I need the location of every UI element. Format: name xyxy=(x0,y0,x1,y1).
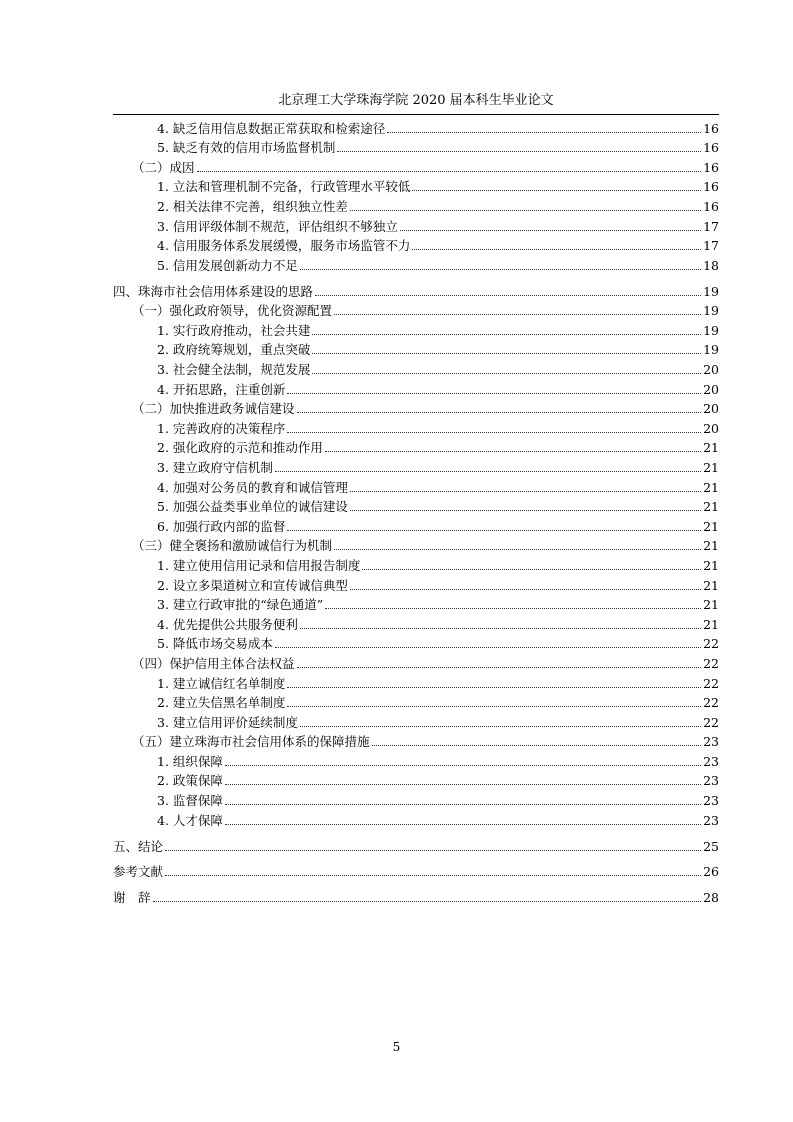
toc-entry-page: 22 xyxy=(703,675,719,691)
dot-leader xyxy=(297,666,702,668)
table-of-contents xyxy=(113,116,719,905)
toc-entry-page: 23 xyxy=(703,753,719,769)
toc-entry-page: 28 xyxy=(703,890,719,906)
toc-entry-page: 21 xyxy=(703,538,719,554)
dot-leader xyxy=(350,490,701,492)
toc-entry[interactable] xyxy=(113,436,719,456)
dot-leader xyxy=(412,189,701,191)
toc-entry-page: 20 xyxy=(703,362,719,378)
toc-entry[interactable] xyxy=(113,534,719,554)
toc-entry-title: 4. 开拓思路，注重创新 xyxy=(157,381,286,397)
dot-leader xyxy=(225,823,701,825)
toc-entry-title: 3. 信用评级体制不规范，评估组织不够独立 xyxy=(157,218,398,234)
toc-entry[interactable] xyxy=(113,834,719,854)
toc-entry-page: 16 xyxy=(703,159,719,175)
toc-entry-title: （三）健全褒扬和激励诚信行为机制 xyxy=(132,538,333,554)
toc-entry[interactable] xyxy=(113,651,719,671)
toc-entry-page: 19 xyxy=(703,283,719,299)
dot-leader xyxy=(300,725,701,727)
toc-entry[interactable] xyxy=(113,299,719,319)
toc-entry-page: 22 xyxy=(703,636,719,652)
toc-entry-title: 5. 降低市场交易成本 xyxy=(157,636,273,652)
toc-entry[interactable] xyxy=(113,253,719,273)
toc-entry-title: 3. 建立政府守信机制 xyxy=(157,459,273,475)
dot-leader xyxy=(350,509,701,511)
toc-entry-title: 2. 相关法律不完善，组织独立性差 xyxy=(157,198,348,214)
toc-entry[interactable] xyxy=(113,377,719,397)
toc-entry-page: 16 xyxy=(703,140,719,156)
dot-leader xyxy=(387,131,701,133)
toc-entry-title: 3. 社会健全法制，规范发展 xyxy=(157,362,311,378)
toc-entry-page: 17 xyxy=(703,218,719,234)
toc-entry[interactable] xyxy=(113,788,719,808)
page-number: 5 xyxy=(392,1040,401,1054)
toc-entry[interactable] xyxy=(113,730,719,750)
toc-entry-page: 26 xyxy=(703,864,719,880)
toc-entry-title: 4. 缺乏信用信息数据正常获取和检索途径 xyxy=(157,120,386,136)
toc-entry[interactable] xyxy=(113,632,719,652)
dot-leader xyxy=(350,209,701,211)
toc-entry-title: 2. 设立多渠道树立和宣传诚信典型 xyxy=(157,577,348,593)
dot-leader xyxy=(312,333,701,335)
toc-entry-page: 21 xyxy=(703,577,719,593)
dot-leader xyxy=(372,744,702,746)
toc-entry[interactable] xyxy=(113,279,719,299)
toc-entry-title: 四、珠海市社会信用体系建设的思路 xyxy=(113,283,314,299)
toc-entry[interactable] xyxy=(113,155,719,175)
toc-entry[interactable] xyxy=(113,338,719,358)
toc-entry-page: 19 xyxy=(703,322,719,338)
toc-entry[interactable] xyxy=(113,749,719,769)
toc-entry[interactable] xyxy=(113,691,719,711)
dot-leader xyxy=(334,313,701,315)
dot-leader xyxy=(287,705,701,707)
dot-leader xyxy=(300,268,701,270)
toc-entry-page: 21 xyxy=(703,518,719,534)
toc-entry-page: 16 xyxy=(703,198,719,214)
toc-entry-title: 1. 立法和管理机制不完备，行政管理水平较低 xyxy=(157,179,411,195)
toc-entry-title: 3. 建立信用评价延续制度 xyxy=(157,714,298,730)
toc-entry-page: 23 xyxy=(703,793,719,809)
dot-leader xyxy=(300,627,701,629)
dot-leader xyxy=(225,764,701,766)
toc-entry[interactable] xyxy=(113,495,719,515)
toc-entry[interactable] xyxy=(113,175,719,195)
toc-entry-page: 22 xyxy=(703,655,719,671)
toc-entry[interactable] xyxy=(113,886,719,906)
toc-entry-title: 4. 人才保障 xyxy=(157,812,223,828)
toc-entry-page: 21 xyxy=(703,557,719,573)
dot-leader xyxy=(325,607,701,609)
toc-entry-title: 1. 完善政府的决策程序 xyxy=(157,420,286,436)
toc-entry-title: （五）建立珠海市社会信用体系的保障措施 xyxy=(132,734,370,750)
toc-entry[interactable] xyxy=(113,194,719,214)
toc-entry-page: 16 xyxy=(703,179,719,195)
toc-entry-title: （一）强化政府领导，优化资源配置 xyxy=(132,303,333,319)
toc-entry[interactable] xyxy=(113,514,719,534)
toc-entry[interactable] xyxy=(113,612,719,632)
dot-leader xyxy=(287,529,701,531)
toc-entry-page: 23 xyxy=(703,773,719,789)
toc-entry-title: 2. 政策保障 xyxy=(157,773,223,789)
toc-entry-title: 1. 建立诚信红名单制度 xyxy=(157,675,286,691)
dot-leader xyxy=(412,248,701,250)
toc-entry-page: 23 xyxy=(703,734,719,750)
toc-entry[interactable] xyxy=(113,671,719,691)
dot-leader xyxy=(312,352,701,354)
toc-entry[interactable] xyxy=(113,860,719,880)
toc-entry-page: 16 xyxy=(703,120,719,136)
toc-entry-page: 25 xyxy=(703,838,719,854)
toc-entry-title: 谢 辞 xyxy=(113,890,151,906)
dot-leader xyxy=(153,900,702,902)
toc-entry-title: 1. 组织保障 xyxy=(157,753,223,769)
toc-entry-title: （二）加快推进政务诚信建设 xyxy=(132,401,295,417)
dot-leader xyxy=(337,150,701,152)
toc-entry[interactable] xyxy=(113,769,719,789)
toc-entry-page: 19 xyxy=(703,303,719,319)
dot-leader xyxy=(197,170,702,172)
toc-entry-title: 5. 缺乏有效的信用市场监督机制 xyxy=(157,140,336,156)
dot-leader xyxy=(275,470,701,472)
toc-entry-page: 21 xyxy=(703,459,719,475)
toc-entry-title: 2. 建立失信黑名单制度 xyxy=(157,695,286,711)
toc-entry[interactable] xyxy=(113,553,719,573)
toc-entry-page: 17 xyxy=(703,238,719,254)
toc-entry-title: 3. 建立行政审批的“绿色通道” xyxy=(157,597,324,613)
toc-entry-page: 21 xyxy=(703,440,719,456)
toc-entry-page: 20 xyxy=(703,420,719,436)
dot-leader xyxy=(287,431,701,433)
toc-entry-title: 2. 政府统筹规划，重点突破 xyxy=(157,342,311,358)
toc-entry-page: 20 xyxy=(703,401,719,417)
dot-leader xyxy=(400,229,701,231)
toc-entry-page: 19 xyxy=(703,342,719,358)
dot-leader xyxy=(287,686,701,688)
toc-entry[interactable] xyxy=(113,593,719,613)
toc-entry-title: 5. 信用发展创新动力不足 xyxy=(157,257,298,273)
dot-leader xyxy=(315,294,701,296)
toc-entry-page: 21 xyxy=(703,499,719,515)
toc-entry[interactable] xyxy=(113,397,719,417)
toc-entry-page: 21 xyxy=(703,616,719,632)
toc-entry[interactable] xyxy=(113,318,719,338)
toc-entry[interactable] xyxy=(113,455,719,475)
toc-entry-title: 1. 实行政府推动，社会共建 xyxy=(157,322,311,338)
toc-entry-title: 6. 加强行政内部的监督 xyxy=(157,518,286,534)
page-header: 北京理工大学珠海学院 2020 届本科生毕业论文 xyxy=(278,93,554,108)
toc-entry[interactable] xyxy=(113,234,719,254)
dot-leader xyxy=(334,548,701,550)
toc-entry-title: （二）成因 xyxy=(132,159,195,175)
dot-leader xyxy=(287,392,701,394)
dot-leader xyxy=(312,372,701,374)
toc-entry-title: 参考文献 xyxy=(113,864,164,880)
header-rule xyxy=(113,114,719,115)
dot-leader xyxy=(225,803,701,805)
toc-entry-page: 22 xyxy=(703,695,719,711)
toc-entry-page: 20 xyxy=(703,381,719,397)
toc-entry-title: 5. 加强公益类事业单位的诚信建设 xyxy=(157,499,348,515)
toc-entry-title: （四）保护信用主体合法权益 xyxy=(132,655,295,671)
toc-entry[interactable] xyxy=(113,136,719,156)
toc-entry[interactable] xyxy=(113,416,719,436)
dot-leader xyxy=(362,568,701,570)
toc-entry-page: 21 xyxy=(703,479,719,495)
toc-entry-title: 1. 建立使用信用记录和信用报告制度 xyxy=(157,557,361,573)
dot-leader xyxy=(275,646,701,648)
toc-entry[interactable] xyxy=(113,357,719,377)
toc-entry-page: 21 xyxy=(703,597,719,613)
toc-entry[interactable] xyxy=(113,475,719,495)
toc-entry-title: 2. 强化政府的示范和推动作用 xyxy=(157,440,323,456)
toc-entry-page: 22 xyxy=(703,714,719,730)
toc-entry[interactable] xyxy=(113,573,719,593)
dot-leader xyxy=(350,588,701,590)
dot-leader xyxy=(325,450,701,452)
toc-entry[interactable] xyxy=(113,808,719,828)
dot-leader xyxy=(165,849,701,851)
toc-entry-page: 23 xyxy=(703,812,719,828)
toc-entry[interactable] xyxy=(113,710,719,730)
toc-entry[interactable] xyxy=(113,116,719,136)
toc-entry-page: 18 xyxy=(703,257,719,273)
toc-entry[interactable] xyxy=(113,214,719,234)
toc-entry-title: 五、结论 xyxy=(113,838,164,854)
toc-entry-title: 4. 信用服务体系发展缓慢，服务市场监管不力 xyxy=(157,238,411,254)
dot-leader xyxy=(297,411,702,413)
dot-leader xyxy=(165,874,701,876)
toc-entry-title: 3. 监督保障 xyxy=(157,793,223,809)
toc-entry-title: 4. 加强对公务员的教育和诚信管理 xyxy=(157,479,348,495)
toc-entry-title: 4. 优先提供公共服务便利 xyxy=(157,616,298,632)
dot-leader xyxy=(225,783,701,785)
